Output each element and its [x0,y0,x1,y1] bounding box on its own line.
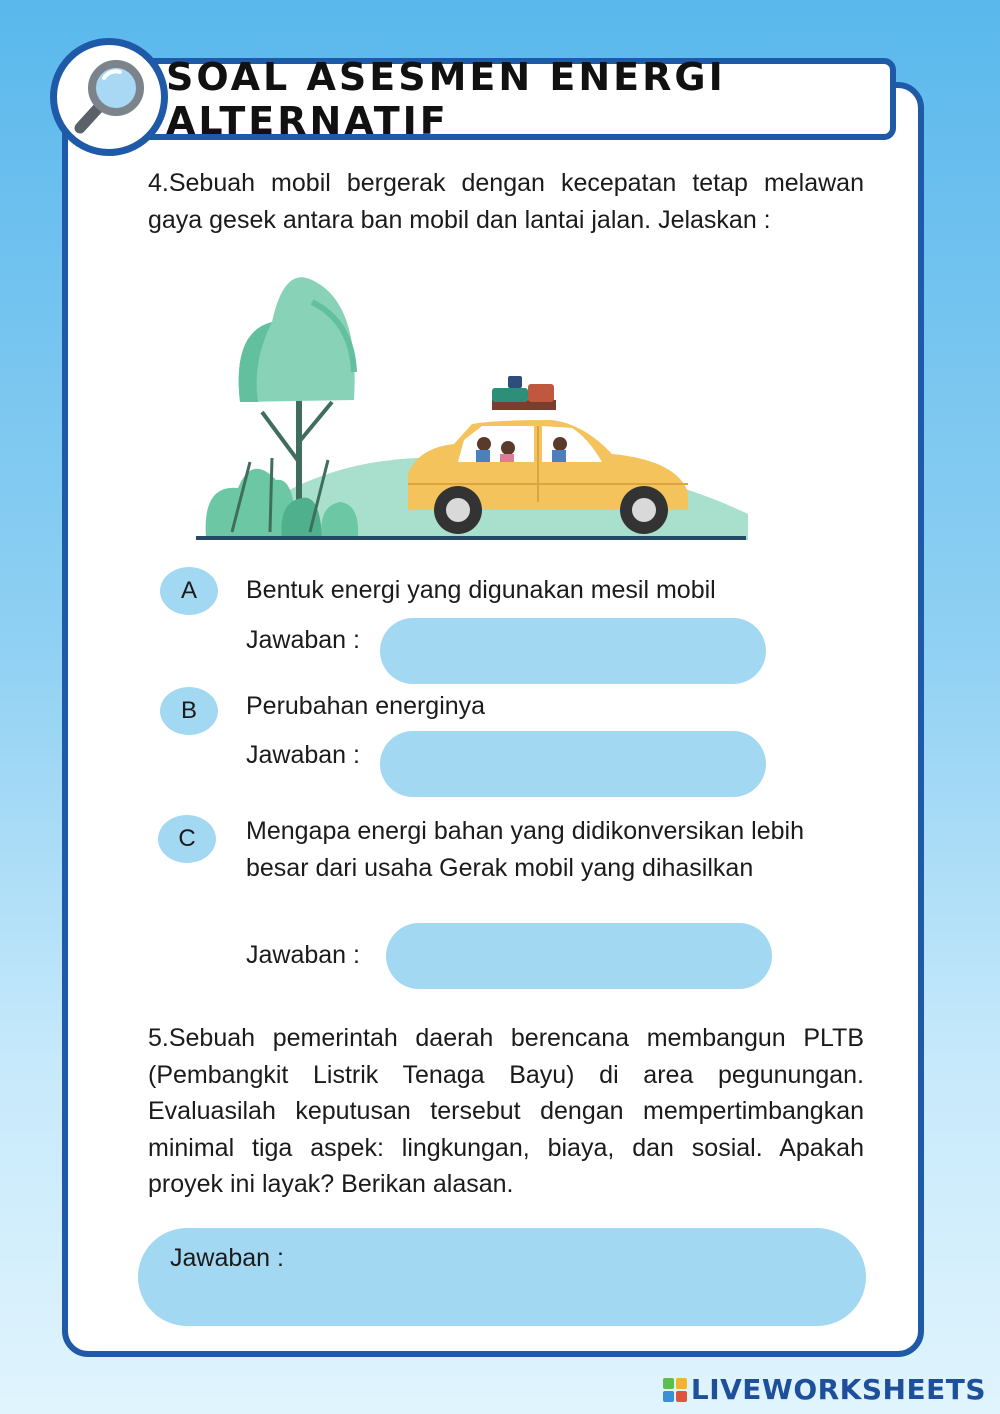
answer-a-label: Jawaban : [246,626,360,654]
option-b-text: Perubahan energinya [246,692,486,720]
answer-b-input[interactable] [380,731,766,797]
magnifier-badge [50,38,168,156]
option-b-badge: B [160,687,218,735]
page-title: SOAL ASESMEN ENERGI ALTERNATIF [166,55,726,143]
answer-c-label: Jawaban : [246,941,360,969]
liveworksheets-logo-icon [663,1378,687,1402]
question-4-text: 4.Sebuah mobil bergerak dengan kecepatan tetap melawan gaya gesek antara ban mobil dan lantai jalan. Jelaskan : [148,169,864,234]
option-a-text: Bentuk energi yang digunakan mesil mobil [246,576,716,604]
liveworksheets-brand[interactable] [663,1373,986,1406]
option-c-badge: C [158,815,216,863]
answer-5-label: Jawaban : [170,1244,284,1272]
option-c-text: Mengapa energi bahan yang didikonversikan lebih besar dari usaha Gerak mobil yang dihasilkan [246,817,804,882]
answer-a-input[interactable] [380,618,766,684]
question-5-text: 5.Sebuah pemerintah daerah berencana membangun PLTB (Pembangkit Listrik Tenaga Bayu) di area pegunungan. Evaluasilah keputusan tersebut dengan mempertimbangkan minimal tiga aspek: lingkungan, biaya, dan sosial. Apakah proyek ini layak? Berikan alasan. [148,1024,864,1198]
car-family-illustration [192,262,748,544]
answer-5-box[interactable] [138,1228,866,1326]
answer-b-label: Jawaban : [246,741,360,769]
title-banner [120,55,896,143]
option-a-badge: A [160,567,218,615]
magnifying-glass-icon [68,56,150,138]
answer-c-input[interactable] [386,923,772,989]
brand-name: LIVEWORKSHEETS [690,1373,986,1406]
